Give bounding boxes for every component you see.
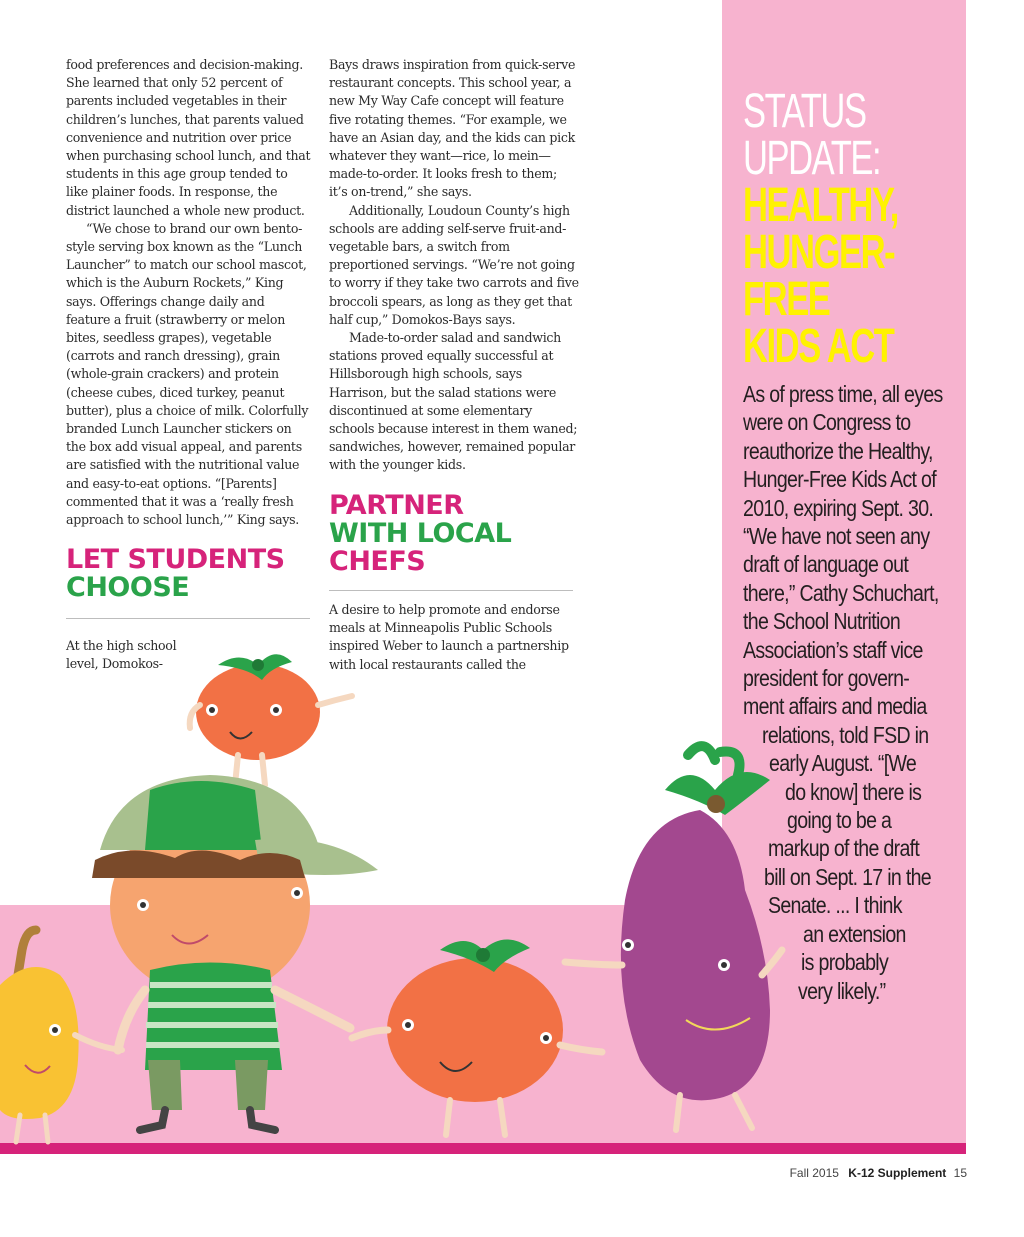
headline-line: STATUS <box>743 85 866 138</box>
sidebar-line: an extension <box>803 921 906 947</box>
paragraph: “We chose to brand our own bento-style serving box known as the “Lunch Launcher” to match our school mascot, which is the Auburn Rockets,” King says. Offerings change daily and feature a fruit (strawberry or melon bites, seedless grapes), vegetable (carrots and ranch dressing), grain (whole-grain crackers) and protein (cheese cubes, diced turkey, peanut butter), plus a choice of milk. Colorfully branded Lunch Launcher stickers on the box add visual appeal, and parents are satisfied with the nutritional value and easy-to-eat options. “[Parents] commented that it was a ‘really fresh approach to school lunch,’” King says. <box>66 220 309 528</box>
sidebar-line: president for govern- <box>743 665 910 691</box>
sidebar-line: Association’s staff vice <box>743 637 923 663</box>
headline-line: FREE <box>743 273 830 326</box>
issue-date: Fall 2015 <box>789 1166 839 1180</box>
sidebar-line: reauthorize the Healthy, <box>743 438 933 464</box>
sidebar-line: there,” Cathy Schuchart, <box>743 580 939 606</box>
paragraph: At the high school level, Domokos- <box>66 638 177 672</box>
eggplant-character <box>565 746 782 1130</box>
heading-line: CHOOSE <box>66 572 190 603</box>
sidebar-line: do know] there is <box>785 779 922 805</box>
paragraph: Additionally, Loudoun County’s high schools are adding self-serve fruit-and-vegetable bars, a switch from preportioned servings. “We’re not going to worry if they take two carrots and five broccoli spears, as long as they get that half cup,” Domokos-Bays says. <box>329 202 579 327</box>
headline-line: KIDS ACT <box>743 320 894 373</box>
heading-line: PARTNER <box>329 490 464 521</box>
sidebar-line: the School Nutrition <box>743 608 901 634</box>
paragraph: A desire to help promote and endorse meals at Minneapolis Public Schools inspired Weber to launch a partnership with local restaurants called the <box>329 602 569 672</box>
sidebar-line: relations, told FSD in <box>762 722 929 748</box>
sidebar-line: draft of language out <box>743 551 909 577</box>
pepper-character <box>0 930 122 1142</box>
page-number: 15 <box>953 1166 967 1180</box>
sidebar-line: As of press time, all eyes <box>743 381 943 407</box>
tomato-character <box>352 939 602 1135</box>
boy-character <box>92 775 378 1130</box>
paragraph: food preferences and decision-making. She learned that only 52 percent of parents included vegetables in their children’s lunches, that parents valued convenience and nutrition over price when purchasing school lunch, and that students in this age group tended to like plainer foods. In response, the district launched a whole new product. <box>66 57 311 218</box>
sidebar-headline <box>743 85 898 373</box>
heading-line: WITH LOCAL <box>329 518 512 549</box>
sidebar-line: is probably <box>801 949 889 975</box>
sidebar-line: ment affairs and media <box>743 693 927 719</box>
sidebar-line: going to be a <box>787 807 892 833</box>
sidebar-line: were on Congress to <box>743 409 911 435</box>
tomato-on-hat <box>190 654 352 785</box>
paragraph: Made-to-order salad and sandwich stations proved equally successful at Hillsborough high schools, says Harrison, but the salad stations were discontinued at some elementary schools because interest in them waned; sandwiches, however, remained popular with the younger kids. <box>329 330 578 473</box>
heading-line: CHEFS <box>329 546 426 577</box>
heading-line: LET STUDENTS <box>66 544 285 575</box>
headline-line: UPDATE: <box>743 132 881 185</box>
sidebar-line: early August. “[We <box>769 750 917 776</box>
sidebar-line: bill on Sept. 17 in the <box>764 864 931 890</box>
sidebar-line: “We have not seen any <box>743 523 930 549</box>
sidebar-line: markup of the draft <box>768 835 920 861</box>
headline-line: HEALTHY, <box>743 179 898 232</box>
sidebar-line: very likely.” <box>798 978 886 1004</box>
sidebar-line: Hunger-Free Kids Act of <box>743 466 936 492</box>
sidebar-line: 2010, expiring Sept. 30. <box>743 495 934 521</box>
publication-name: K-12 Supplement <box>848 1166 947 1180</box>
headline-line: HUNGER- <box>743 226 895 279</box>
page-footer <box>790 1166 967 1180</box>
paragraph: Bays draws inspiration from quick-serve restaurant concepts. This school year, a new My Way Cafe concept will feature five rotating themes. “For example, we have an Asian day, and the kids can pick whatever they want—rice, lo mein—made-to-order. It looks fresh to them; it’s on-trend,” she says. <box>329 57 576 200</box>
sidebar-line: Senate. ... I think <box>768 892 902 918</box>
